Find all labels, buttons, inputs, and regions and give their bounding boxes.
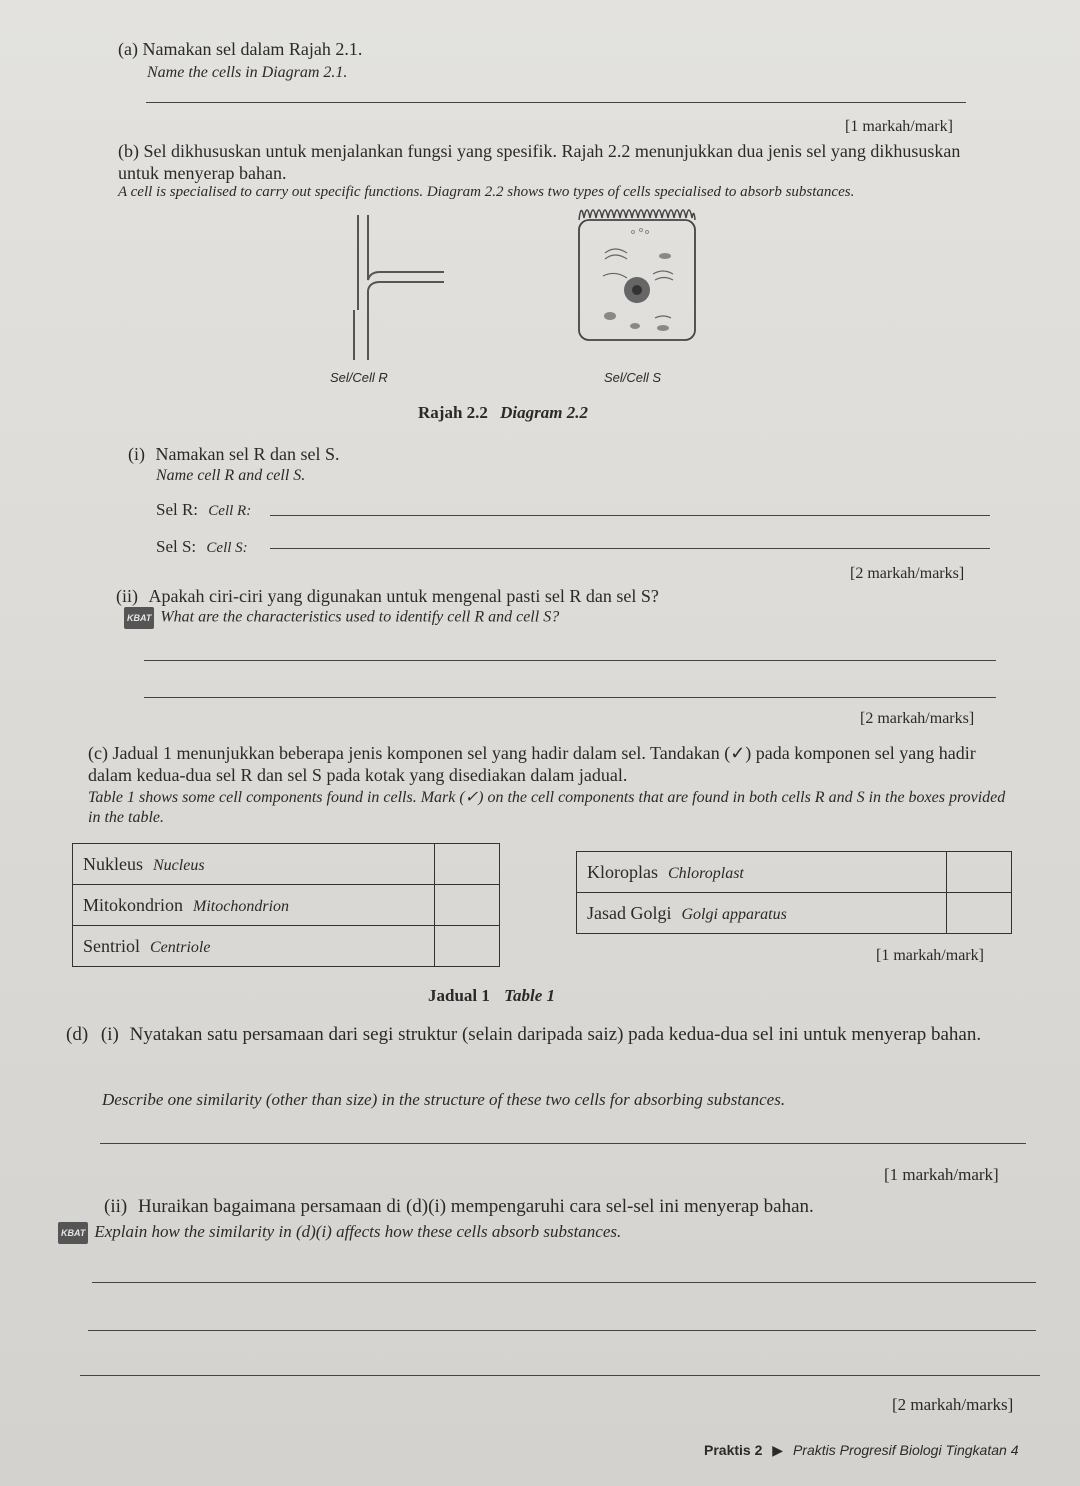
cell-r-caption: Sel/Cell R <box>330 370 388 385</box>
part-d-i-question <box>66 1023 1026 1047</box>
part-b-ii-label: (ii) <box>116 586 138 606</box>
answer-line-d-i[interactable] <box>100 1143 1026 1144</box>
part-b-ii-text-en: What are the characteristics used to identify cell R and cell S? <box>160 608 560 626</box>
table-caption-ms: Jadual 1 <box>428 986 490 1005</box>
sel-s-label <box>156 537 248 557</box>
part-a-marks: [1 markah/mark] <box>845 118 953 135</box>
table-caption-en: Table 1 <box>504 986 555 1005</box>
diagram-caption-en: Diagram 2.2 <box>500 403 588 422</box>
component-cell: Kloroplas Chloroplast <box>577 852 947 893</box>
sel-s-label-en: Cell S: <box>206 540 248 556</box>
table-1-caption <box>428 986 555 1006</box>
part-a-label: (a) <box>118 39 138 59</box>
part-d-ii-question <box>104 1196 814 1218</box>
part-d-ii-text-en: Explain how the similarity in (d)(i) affects how these cells absorb substances. <box>94 1222 622 1241</box>
part-c-marks: [1 markah/mark] <box>876 947 984 964</box>
part-b-ii-english <box>124 607 559 629</box>
part-c-text-ms: Jadual 1 menunjukkan beberapa jenis komponen sel yang hadir dalam sel. Tandakan (✓) pada komponen sel yang hadir dalam kedua-dua sel R dan sel S pada kotak yang disediakan dalam jadual. <box>88 743 976 785</box>
part-a-text-en: Name the cells in Diagram 2.1. <box>147 64 348 81</box>
checkbox-golgi[interactable] <box>947 893 1012 934</box>
checkbox-nucleus[interactable] <box>435 844 500 885</box>
part-b-ii-marks: [2 markah/marks] <box>860 710 975 727</box>
part-b-i-text-ms: Namakan sel R dan sel S. <box>155 444 340 464</box>
part-d-label: (d) <box>66 1024 89 1045</box>
sel-r-label <box>156 500 251 520</box>
answer-line-b-ii-1[interactable] <box>144 660 996 661</box>
footer-book-title: Praktis Progresif Biologi Tingkatan 4 <box>792 1442 1019 1458</box>
kbat-badge: KBAT <box>124 607 154 629</box>
part-b-intro <box>118 140 968 184</box>
part-b-i-question <box>128 443 339 465</box>
table-row <box>577 893 1012 934</box>
part-b-ii-text-ms: Apakah ciri-ciri yang digunakan untuk mengenal pasti sel R dan sel S? <box>148 586 659 606</box>
checkbox-mitochondrion[interactable] <box>435 885 500 926</box>
cell-s-caption: Sel/Cell S <box>604 370 662 385</box>
part-d-i-text-ms: Nyatakan satu persamaan dari segi struktur (selain daripada saiz) pada kedua-dua sel ini untuk menyerap bahan. <box>129 1024 982 1045</box>
components-table-right <box>576 851 1012 934</box>
part-b-i-text-en: Name cell R and cell S. <box>156 467 306 484</box>
answer-line-a[interactable] <box>146 102 966 103</box>
answer-line-d-ii-3[interactable] <box>80 1375 1040 1376</box>
part-d-i-label: (i) <box>100 1024 119 1045</box>
table-row <box>73 844 500 885</box>
answer-line-d-ii-2[interactable] <box>88 1330 1036 1331</box>
component-cell: Sentriol Centriole <box>73 926 435 967</box>
part-c-text-en: Table 1 shows some cell components found in cells. Mark (✓) on the cell components that are found in both cells R and S in the boxes provided in the table. <box>88 789 1006 826</box>
checkbox-centriole[interactable] <box>435 926 500 967</box>
part-d-ii-text-ms: Huraikan bagaimana persamaan di (d)(i) mempengaruhi cara sel-sel ini menyerap bahan. <box>137 1196 814 1217</box>
sel-s-label-ms: Sel S: <box>156 537 197 556</box>
answer-line-cell-r[interactable] <box>270 515 990 516</box>
sel-r-label-ms: Sel R: <box>156 500 199 519</box>
part-b-ii-question <box>116 585 659 607</box>
part-a-question <box>118 38 362 60</box>
part-d-i-text-en: Describe one similarity (other than size) in the structure of these two cells for absorbing substances. <box>102 1090 786 1109</box>
answer-line-d-ii-1[interactable] <box>92 1282 1036 1283</box>
part-b-intro-ms: Sel dikhususkan untuk menjalankan fungsi yang spesifik. Rajah 2.2 menunjukkan dua jenis sel yang dikhususkan untuk menyerap bahan. <box>118 141 961 183</box>
part-a-text-ms: Namakan sel dalam Rajah 2.1. <box>142 39 363 59</box>
part-b-intro-en: A cell is specialised to carry out specific functions. Diagram 2.2 shows two types of cells specialised to absorb substances. <box>118 184 855 200</box>
table-row <box>73 885 500 926</box>
part-c-question <box>88 742 1008 786</box>
component-cell: Mitokondrion Mitochondrion <box>73 885 435 926</box>
component-cell: Nukleus Nucleus <box>73 844 435 885</box>
components-table-left <box>72 843 500 967</box>
checkbox-chloroplast[interactable] <box>947 852 1012 893</box>
part-d-ii-marks: [2 markah/marks] <box>892 1395 1014 1414</box>
page-footer <box>704 1442 1018 1459</box>
kbat-badge: KBAT <box>58 1222 88 1244</box>
diagram-2-2-caption <box>418 403 588 423</box>
sel-r-label-en: Cell R: <box>208 503 252 519</box>
footer-arrow-icon: ▶ <box>772 1442 784 1458</box>
table-row <box>73 926 500 967</box>
part-d-i-marks: [1 markah/mark] <box>884 1165 999 1184</box>
cell-r-diagram <box>340 210 450 365</box>
part-b-label: (b) <box>118 141 139 161</box>
table-row <box>577 852 1012 893</box>
part-c-label: (c) <box>88 743 108 763</box>
component-cell: Jasad Golgi Golgi apparatus <box>577 893 947 934</box>
part-d-ii-label: (ii) <box>104 1196 128 1217</box>
cell-s-diagram <box>575 198 700 346</box>
part-d-ii-english <box>58 1222 621 1244</box>
part-b-i-marks: [2 markah/marks] <box>850 565 965 582</box>
diagram-caption-ms: Rajah 2.2 <box>418 403 488 422</box>
answer-line-cell-s[interactable] <box>270 548 990 549</box>
footer-practice: Praktis 2 <box>704 1442 763 1458</box>
answer-line-b-ii-2[interactable] <box>144 697 996 698</box>
part-b-i-label: (i) <box>128 444 145 464</box>
